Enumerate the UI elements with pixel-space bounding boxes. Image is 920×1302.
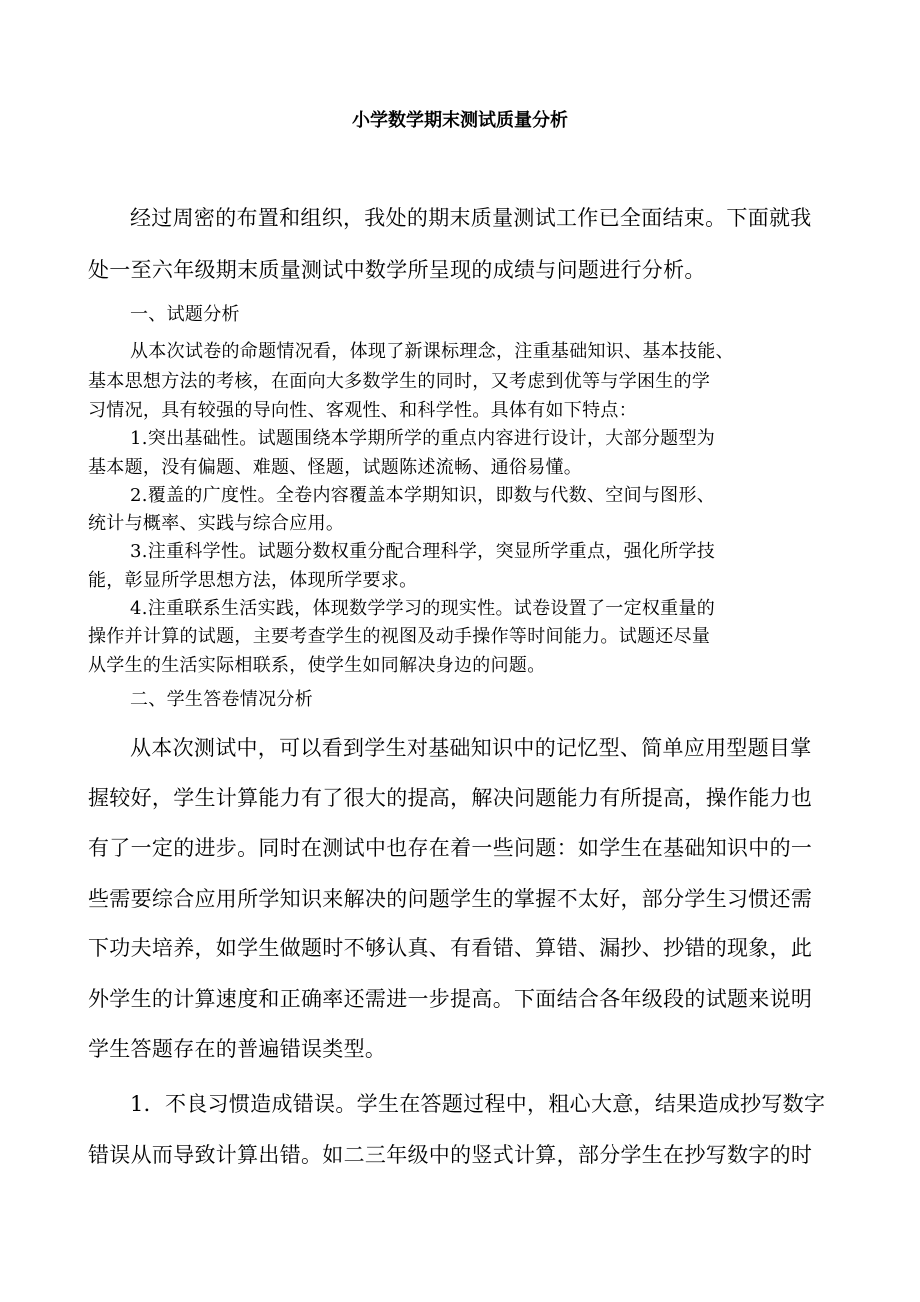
section-heading: 一、试题分析 <box>130 304 240 325</box>
paragraph-line: 1．不良习惯造成错误。学生在答题过程中，粗心大意，结果造成抄写数字 <box>130 1092 826 1116</box>
document-title: 小学数学期末测试质量分析 <box>352 110 568 131</box>
paragraph-line: 3.注重科学性。试题分数权重分配合理科学，突显所学重点，强化所学技 <box>130 541 716 562</box>
paragraph-line: 4.注重联系生活实践，体现数学学习的现实性。试卷设置了一定权重量的 <box>130 598 716 619</box>
paragraph-line: 下功夫培养，如学生做题时不够认真、有看错、算错、漏抄、抄错的现象，此 <box>88 936 813 960</box>
paragraph-line: 从本次试卷的命题情况看，体现了新课标理念，注重基础知识、基本技能、 <box>130 341 734 362</box>
paragraph-line: 些需要综合应用所学知识来解决的问题学生的掌握不太好，部分学生习惯还需 <box>88 887 813 911</box>
paragraph-line: 握较好，学生计算能力有了很大的提高，解决问题能力有所提高，操作能力也 <box>88 786 813 810</box>
section-heading: 二、学生答卷情况分析 <box>130 689 313 710</box>
paragraph-line: 操作并计算的试题，主要考查学生的视图及动手操作等时间能力。试题还尽量 <box>88 626 711 647</box>
paragraph-line: 统计与概率、实践与综合应用。 <box>88 513 345 534</box>
paragraph-line: 能，彰显所学思想方法，体现所学要求。 <box>88 570 418 591</box>
paragraph-line: 外学生的计算速度和正确率还需进一步提高。下面结合各年级段的试题来说明 <box>88 987 813 1011</box>
paragraph-line: 处一至六年级期末质量测试中数学所呈现的成绩与问题进行分析。 <box>88 258 706 282</box>
paragraph-line: 从本次测试中，可以看到学生对基础知识中的记忆型、简单应用型题目掌 <box>130 736 812 760</box>
paragraph-line: 错误从而导致计算出错。如二三年级中的竖式计算，部分学生在抄写数字的时 <box>88 1143 813 1167</box>
paragraph-line: 习情况，具有较强的导向性、客观性、和科学性。具体有如下特点： <box>88 400 637 421</box>
paragraph-line: 基本思想方法的考核，在面向大多数学生的同时，又考虑到优等与学困生的学 <box>88 371 711 392</box>
paragraph-line: 学生答题存在的普遍错误类型。 <box>88 1037 387 1061</box>
paragraph-line: 经过周密的布置和组织，我处的期末质量测试工作已全面结束。下面就我 <box>130 206 812 230</box>
paragraph-line: 有了一定的进步。同时在测试中也存在着一些问题：如学生在基础知识中的一 <box>88 836 813 860</box>
paragraph-line: 1.突出基础性。试题围绕本学期所学的重点内容进行设计，大部分题型为 <box>130 428 716 449</box>
paragraph-line: 2.覆盖的广度性。全卷内容覆盖本学期知识，即数与代数、空间与图形、 <box>130 485 716 506</box>
paragraph-line: 从学生的生活实际相联系，使学生如同解决身边的问题。 <box>88 655 546 676</box>
paragraph-line: 基本题，没有偏题、难题、怪题，试题陈述流畅、通俗易懂。 <box>88 457 583 478</box>
